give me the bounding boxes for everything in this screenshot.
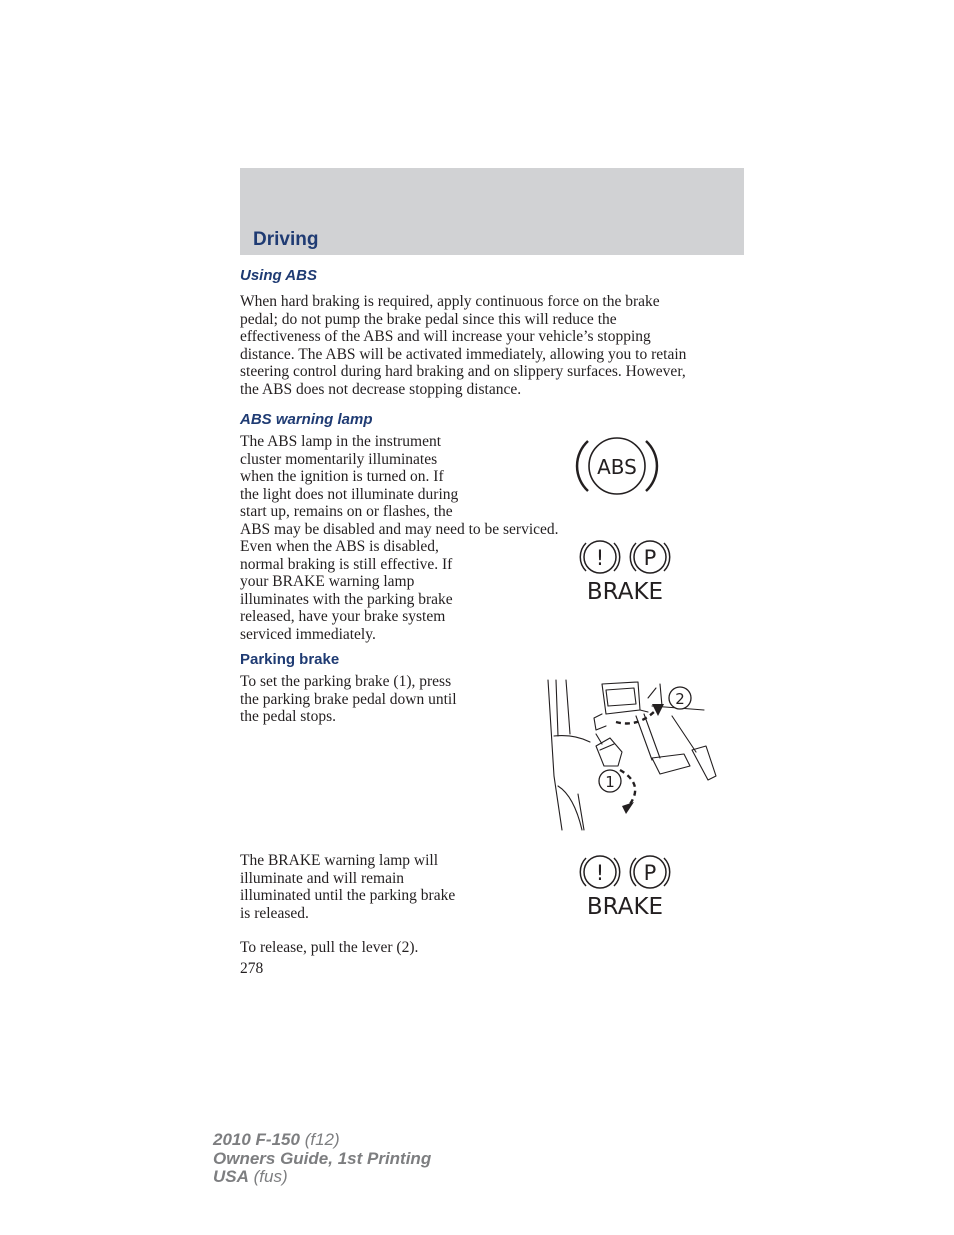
text-line: released, have your brake system (240, 608, 446, 626)
text-line: ABS may be disabled and may need to be serviced. (240, 520, 559, 538)
callout-1: 1 (605, 773, 615, 791)
brake-word: BRAKE (586, 579, 664, 605)
using-abs-paragraph (240, 293, 740, 399)
page-number: 278 (240, 960, 264, 977)
section-header-band (240, 168, 744, 255)
brake-lamp-note-paragraph (240, 852, 490, 922)
text-line: illuminated until the parking brake (240, 887, 456, 905)
footer-region-code: (fus) (253, 1167, 288, 1186)
text-line: illuminate and will remain (240, 869, 404, 887)
print-footer (213, 1131, 431, 1187)
exclamation-symbol: ! (595, 861, 605, 885)
text-line: Even when the ABS is disabled, (240, 538, 439, 555)
parking-brake-illustration (544, 676, 724, 834)
parking-p-symbol: P (643, 546, 657, 570)
parking-brake-paragraph (240, 673, 490, 726)
text-line: your BRAKE warning lamp (240, 573, 415, 591)
abs-symbol-text: ABS (597, 455, 637, 479)
text-line: start up, remains on or flashes, the (240, 503, 453, 521)
text-line: To set the parking brake (1), press (240, 673, 452, 690)
text-line: serviced immediately. (240, 625, 376, 643)
abs-lamp-heading: ABS warning lamp (240, 411, 373, 428)
text-line: pedal; do not pump the brake pedal since this will reduce the (240, 310, 617, 328)
text-line: The ABS lamp in the instrument (240, 433, 442, 450)
parking-brake-heading: Parking brake (240, 651, 340, 668)
text-line: when the ignition is turned on. If (240, 468, 444, 486)
footer-guide: Owners Guide, 1st Printing (213, 1148, 432, 1168)
footer-model: 2010 F-150 (213, 1130, 300, 1149)
parking-p-symbol: P (643, 861, 657, 885)
text-line: the parking brake pedal down until (240, 690, 457, 708)
text-line: When hard braking is required, apply continuous force on the brake (240, 293, 660, 310)
brake-word: BRAKE (586, 894, 664, 920)
text-line: normal braking is still effective. If (240, 555, 453, 573)
text-line: the ABS does not decrease stopping distance. (240, 380, 522, 398)
text-line: is released. (240, 904, 309, 922)
text-line: effectiveness of the ABS and will increase your vehicle’s stopping (240, 328, 651, 346)
footer-model-code: (f12) (304, 1130, 340, 1149)
text-line: distance. The ABS will be activated immediately, allowing you to retain (240, 345, 687, 363)
text-line: The BRAKE warning lamp will (240, 852, 439, 869)
text-line: the light does not illuminate during (240, 485, 459, 503)
text-line: illuminates with the parking brake (240, 590, 453, 608)
callout-2: 2 (675, 690, 685, 708)
text-line: steering control during hard braking and on slippery surfaces. However, (240, 363, 686, 381)
brake-note-paragraph (240, 538, 490, 644)
abs-lamp-paragraph (240, 433, 620, 539)
using-abs-heading: Using ABS (240, 267, 317, 284)
section-title: Driving (253, 229, 319, 250)
exclamation-symbol: ! (595, 546, 605, 570)
brake-warning-icon-2 (576, 852, 676, 920)
text-line: the pedal stops. (240, 708, 336, 726)
abs-warning-icon (574, 433, 660, 499)
release-paragraph: To release, pull the lever (2). (240, 939, 419, 956)
text-line: cluster momentarily illuminates (240, 450, 438, 468)
brake-warning-icon (576, 537, 676, 605)
footer-region: USA (213, 1167, 249, 1186)
